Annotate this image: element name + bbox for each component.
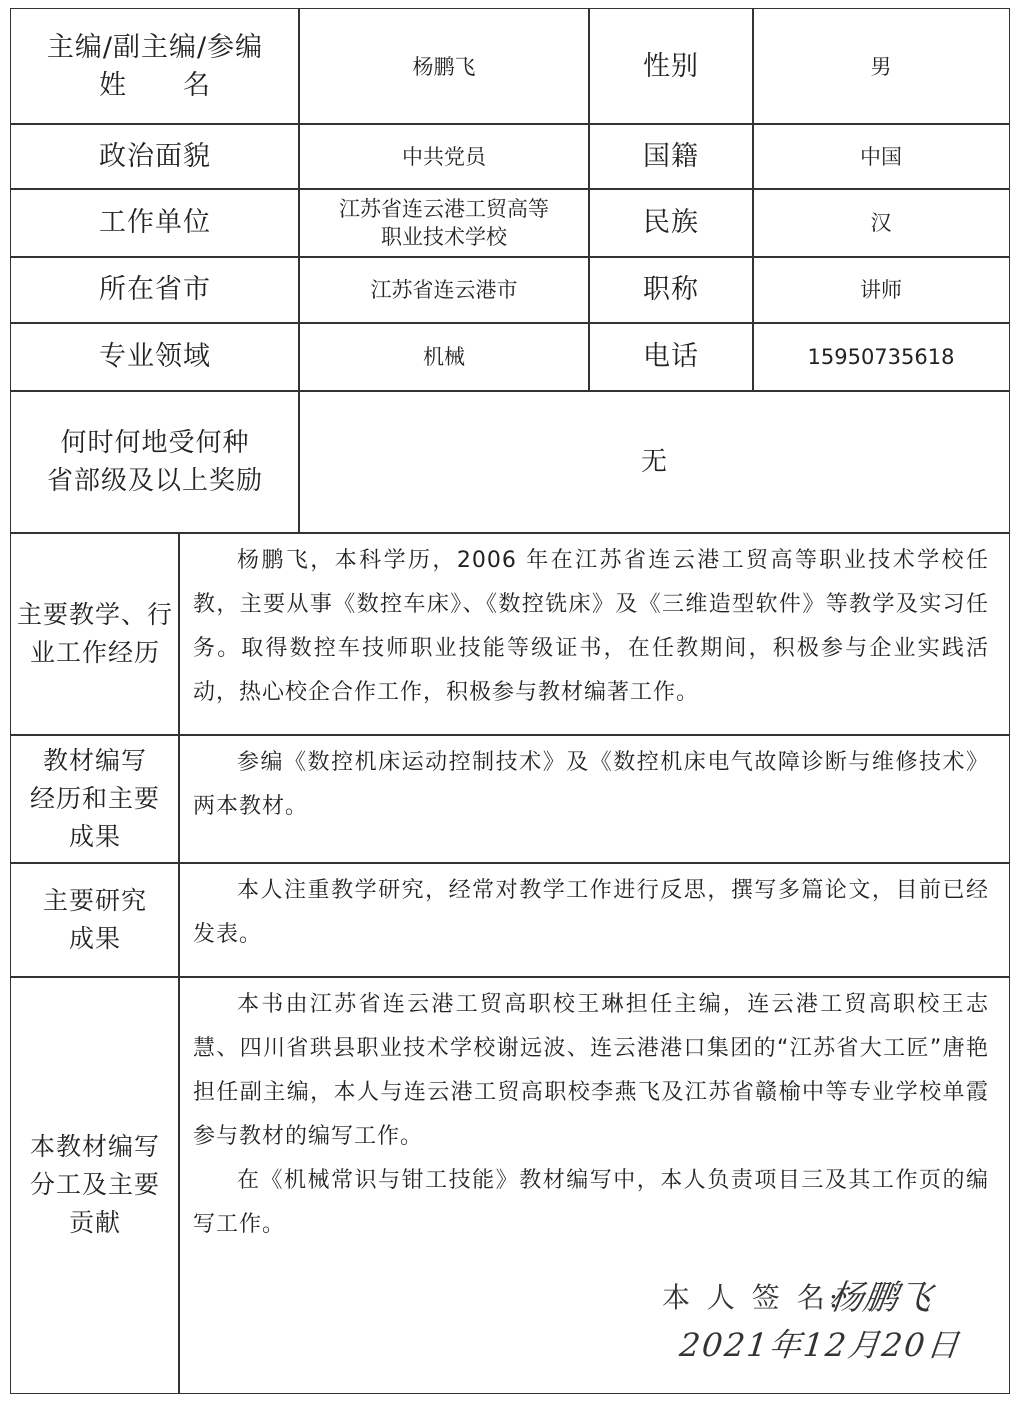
research-paragraph: 本人注重教学研究，经常对教学工作进行反思，撰写多篇论文，目前已经发表。	[193, 878, 989, 947]
nationality-label: 国籍	[588, 123, 754, 190]
political-status-label: 政治面貌	[10, 123, 300, 190]
awards-value: 无	[298, 390, 1010, 534]
name-label: 主编/副主编/参编 姓 名	[10, 8, 300, 125]
ethnicity-value: 汉	[752, 188, 1010, 258]
textbook-experience-text	[178, 734, 1010, 864]
gender-label: 性别	[588, 8, 754, 125]
textbook-experience-paragraph: 参编《数控机床运动控制技术》及《数控机床电气故障诊断与维修技术》两本教材。	[193, 750, 989, 819]
research-label: 主要研究 成果	[10, 862, 180, 978]
phone-value: 15950735618	[752, 322, 1010, 392]
contribution-paragraph-2: 在《机械常识与钳工技能》教材编写中，本人负责项目三及其工作页的编写工作。	[193, 1168, 989, 1237]
teaching-experience-label: 主要教学、行 业工作经历	[10, 532, 180, 736]
textbook-experience-label: 教材编写 经历和主要 成果	[10, 734, 180, 864]
contribution-paragraph-1: 本书由江苏省连云港工贸高职校王琳担任主编，连云港工贸高职校王志慧、四川省珙县职业技术学校谢远波、连云港港口集团的“江苏省大工匠”唐艳担任副主编，本人与连云港工贸高职校李燕飞及江苏省赣榆中等专业学校单霞参与教材的编写工作。	[193, 992, 989, 1149]
signature-label: 本 人 签 名:	[662, 1281, 843, 1314]
political-status-value: 中共党员	[298, 123, 590, 190]
teaching-experience-text	[178, 532, 1010, 736]
province-city-value: 江苏省连云港市	[298, 256, 590, 324]
research-text	[178, 862, 1010, 978]
contribution-label: 本教材编写 分工及主要 贡献	[10, 976, 180, 1394]
field-label: 专业领域	[10, 322, 300, 392]
awards-label: 何时何地受何种 省部级及以上奖励	[10, 390, 300, 534]
nationality-value: 中国	[752, 123, 1010, 190]
gender-value: 男	[752, 8, 1010, 125]
signature-date: 2021年12月20日	[677, 1326, 963, 1364]
phone-label: 电话	[588, 322, 754, 392]
title-value: 讲师	[752, 256, 1010, 324]
work-unit-value: 江苏省连云港工贸高等 职业技术学校	[298, 188, 590, 258]
work-unit-label: 工作单位	[10, 188, 300, 258]
province-city-label: 所在省市	[10, 256, 300, 324]
ethnicity-label: 民族	[588, 188, 754, 258]
title-label: 职称	[588, 256, 754, 324]
field-value: 机械	[298, 322, 590, 392]
signature-handwritten-name: 杨鹏飞	[826, 1278, 935, 1318]
name-value: 杨鹏飞	[298, 8, 590, 125]
teaching-experience-paragraph: 杨鹏飞，本科学历，2006 年在江苏省连云港工贸高等职业技术学校任教，主要从事《数控车床》、《数控铣床》及《三维造型软件》等教学及实习任务。取得数控车技师职业技能等级证书，在任教期间，积极参与企业实践活动，热心校企合作工作，积极参与教材编著工作。	[193, 548, 989, 705]
